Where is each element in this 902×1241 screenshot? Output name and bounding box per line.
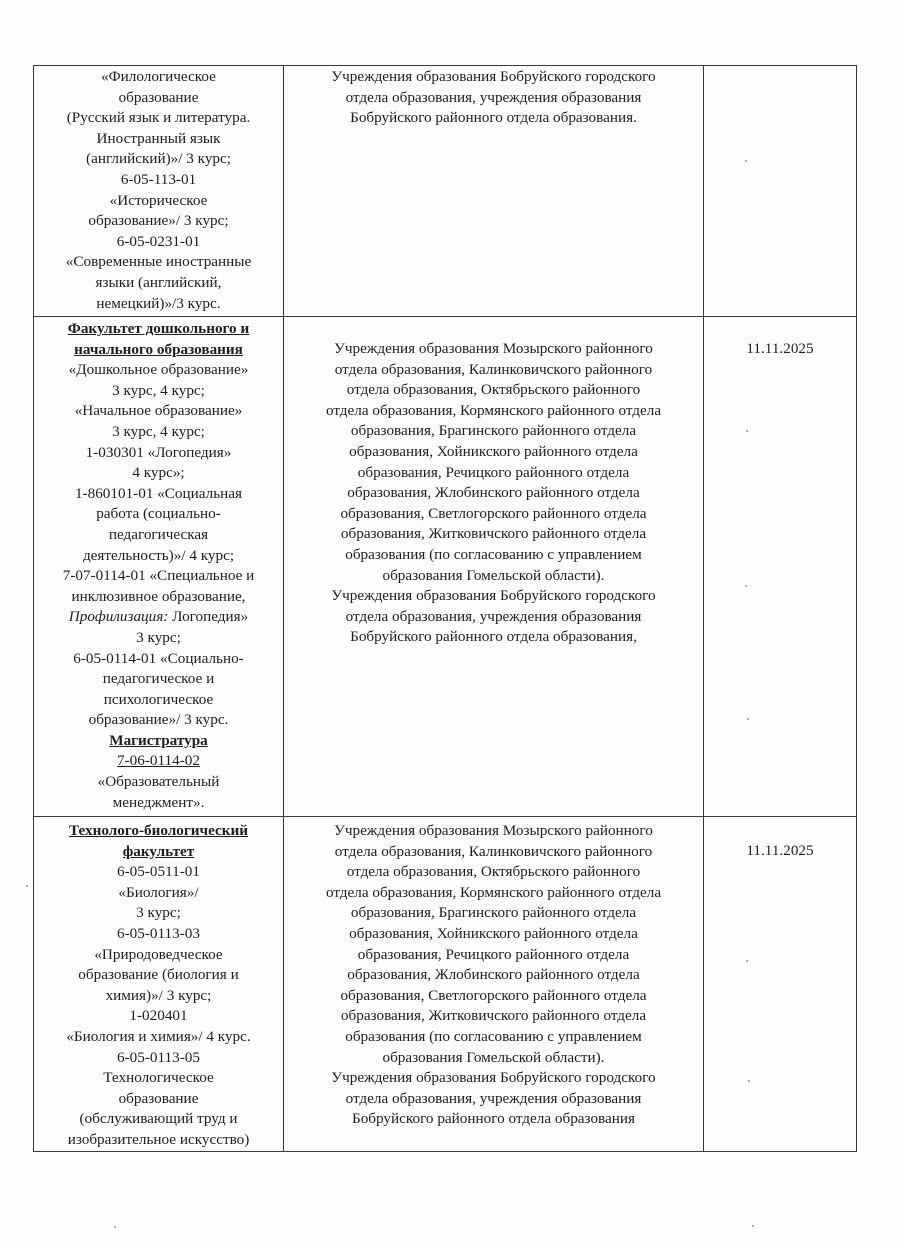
profile-label: Профилизация: — [68, 608, 169, 626]
text-line: инклюзивное образование, — [71, 587, 246, 605]
text-line: (обслуживающий труд и — [79, 1110, 238, 1128]
text-line: образования (по согласованию с управлением — [345, 545, 642, 563]
text-line: 6-05-0113-05 — [117, 1048, 200, 1066]
text-line: Бобруйского районного отдела образования. — [350, 109, 637, 127]
date-value: 11.11.2025 — [746, 340, 814, 357]
text-line: образования (по согласованию с управлением — [345, 1027, 642, 1045]
magistracy-lines — [37, 772, 280, 813]
text-line: Иностранный язык — [96, 129, 221, 147]
scan-speck — [114, 1226, 116, 1228]
institutions-cell — [284, 817, 704, 1152]
date-cell — [704, 817, 857, 1152]
institutions-cell — [284, 66, 704, 317]
text-line: Бобруйского районного отдела образования — [351, 1110, 635, 1128]
text-line: языки (английский, — [95, 273, 222, 291]
institution-lines — [287, 821, 700, 1130]
scan-speck — [752, 1225, 754, 1227]
text-line: химия)»/ 3 курс; — [105, 986, 212, 1004]
program-lines — [37, 67, 280, 314]
text-line: 7-07-0114-01 «Специальное и — [62, 567, 255, 585]
text-line: отдела образования, учреждения образования — [345, 607, 642, 625]
text-line: отдела образования, Калинковичского районного — [334, 360, 653, 378]
text-line: Технолого-биологический — [69, 822, 248, 839]
text-line: факультет — [122, 842, 195, 860]
text-line: психологическое — [103, 690, 214, 708]
text-line: отдела образования, Октябрьского районного — [346, 863, 641, 881]
text-line: педагогическая — [108, 525, 209, 543]
institutions-cell — [284, 317, 704, 817]
text-line: 6-05-113-01 — [120, 170, 197, 188]
profile-line — [37, 607, 280, 628]
text-line: отдела образования, Кормянского районного отдела — [325, 883, 662, 901]
text-line: образования, Светлогорского районного отдела — [340, 986, 647, 1004]
scan-speck — [748, 1080, 750, 1082]
text-line: образования, Жлобинского районного отдела — [347, 484, 640, 502]
text-line: начального образования — [74, 340, 243, 358]
faculty-heading — [37, 319, 280, 360]
scan-speck — [26, 885, 28, 887]
text-line: образования, Брагинского районного отдела — [350, 904, 637, 922]
text-line: образования, Хойникского районного отдела — [349, 924, 638, 942]
text-line: отдела образования, Кормянского районного отдела — [325, 401, 662, 419]
date-cell — [704, 317, 857, 817]
text-line: немецкий)»/3 курс. — [96, 294, 221, 312]
text-line: образования Гомельской области). — [382, 566, 605, 584]
text-line: образования, Житковичского районного отдела — [340, 1007, 647, 1025]
text-line: 3 курс, 4 курс; — [112, 422, 205, 440]
text-line: «Начальное образование» — [74, 402, 243, 420]
text-line: 3 курс; — [136, 904, 181, 922]
faculty-heading — [37, 821, 280, 862]
text-line: 1-860101-01 «Социальная — [74, 484, 243, 502]
text-line: Технологическое — [103, 1069, 214, 1087]
text-line: «Биология»/ — [118, 883, 199, 901]
text-line: образование»/ 3 курс. — [88, 711, 229, 729]
text-line: менеджмент». — [112, 793, 205, 811]
text-line: образования Гомельской области). — [382, 1048, 605, 1066]
institution-lines — [287, 339, 700, 648]
text-line: 1-030301 «Логопедия» — [85, 443, 232, 461]
text-line: изобразительное искусство) — [67, 1130, 250, 1148]
text-line: отдела образования, учреждения образования — [345, 88, 642, 106]
text-line: образование (биология и — [78, 966, 239, 984]
table-row — [34, 66, 857, 317]
magistracy-heading: Магистратура — [109, 731, 208, 749]
scan-speck — [747, 718, 749, 720]
text-line: «Современные иностранные — [65, 253, 252, 271]
text-line: образования, Светлогорского районного отдела — [340, 504, 647, 522]
text-line: 6-05-0114-01 «Социально- — [73, 649, 244, 667]
text-line: Факультет дошкольного и — [67, 320, 250, 337]
text-line: образование — [118, 1089, 199, 1107]
text-line: (английский)»/ 3 курс; — [86, 150, 231, 168]
text-line: «Биология и химия»/ 4 курс. — [66, 1027, 251, 1045]
text-line: отдела образования, Калинковичского районного — [334, 842, 653, 860]
text-line: 6-05-0511-01 — [117, 863, 200, 881]
text-line: образования, Брагинского районного отдела — [350, 422, 637, 440]
text-line: образования, Речицкого районного отдела — [357, 463, 630, 481]
scan-speck — [745, 585, 747, 587]
text-line: Учреждения образования Бобруйского городского — [331, 68, 656, 85]
text-line: образования, Житковичского районного отдела — [340, 525, 647, 543]
text-line: Учреждения образования Мозырского районного — [334, 822, 653, 839]
text-line: 3 курс; — [136, 628, 181, 646]
text-line: «Образовательный — [97, 773, 220, 791]
text-line: «Дошкольное образование» — [68, 361, 249, 379]
program-lines — [37, 360, 280, 607]
text-line: 6-05-0113-03 — [117, 924, 200, 942]
text-line: Бобруйского районного отдела образования, — [350, 628, 637, 646]
text-line: «Филологическое — [101, 68, 216, 85]
text-line: Учреждения образования Бобруйского городского — [331, 587, 656, 605]
magistracy-code: 7-06-0114-02 — [117, 752, 200, 770]
text-line: отдела образования, учреждения образования — [345, 1089, 642, 1107]
text-line: Учреждения образования Бобруйского городского — [331, 1069, 656, 1087]
text-line: образования, Хойникского районного отдела — [349, 442, 638, 460]
text-line: 4 курс»; — [132, 464, 185, 482]
table-row — [34, 817, 857, 1152]
text-line: педагогическое и — [102, 670, 215, 688]
program-lines — [37, 628, 280, 731]
text-line: (Русский язык и литература. — [66, 109, 251, 127]
text-line: 6-05-0231-01 — [116, 232, 201, 250]
text-line: работа (социально- — [96, 505, 221, 523]
scan-speck — [746, 960, 748, 962]
institution-lines — [287, 67, 700, 129]
text-line: «Природоведческое — [94, 945, 223, 963]
text-line: 1-020401 — [129, 1007, 188, 1025]
profile-value: Логопедия» — [168, 608, 249, 626]
text-line: 3 курс, 4 курс; — [112, 381, 205, 399]
scan-speck — [746, 430, 748, 432]
text-line: Учреждения образования Мозырского районного — [334, 340, 653, 357]
text-line: «Историческое — [109, 191, 208, 209]
text-line: образование»/ 3 курс; — [88, 212, 229, 230]
text-line: деятельность)»/ 4 курс; — [82, 546, 235, 564]
text-line: образования, Жлобинского районного отдела — [347, 966, 640, 984]
text-line: отдела образования, Октябрьского районного — [346, 381, 641, 399]
scan-speck — [745, 160, 747, 162]
programs-cell — [34, 66, 284, 317]
schedule-table — [33, 65, 857, 1152]
text-line: образования, Речицкого районного отдела — [357, 945, 630, 963]
date-value: 11.11.2025 — [746, 842, 814, 859]
programs-cell — [34, 317, 284, 817]
text-line: образование — [118, 88, 199, 106]
date-cell — [704, 66, 857, 317]
program-lines — [37, 862, 280, 1150]
table-row — [34, 317, 857, 817]
programs-cell — [34, 817, 284, 1152]
